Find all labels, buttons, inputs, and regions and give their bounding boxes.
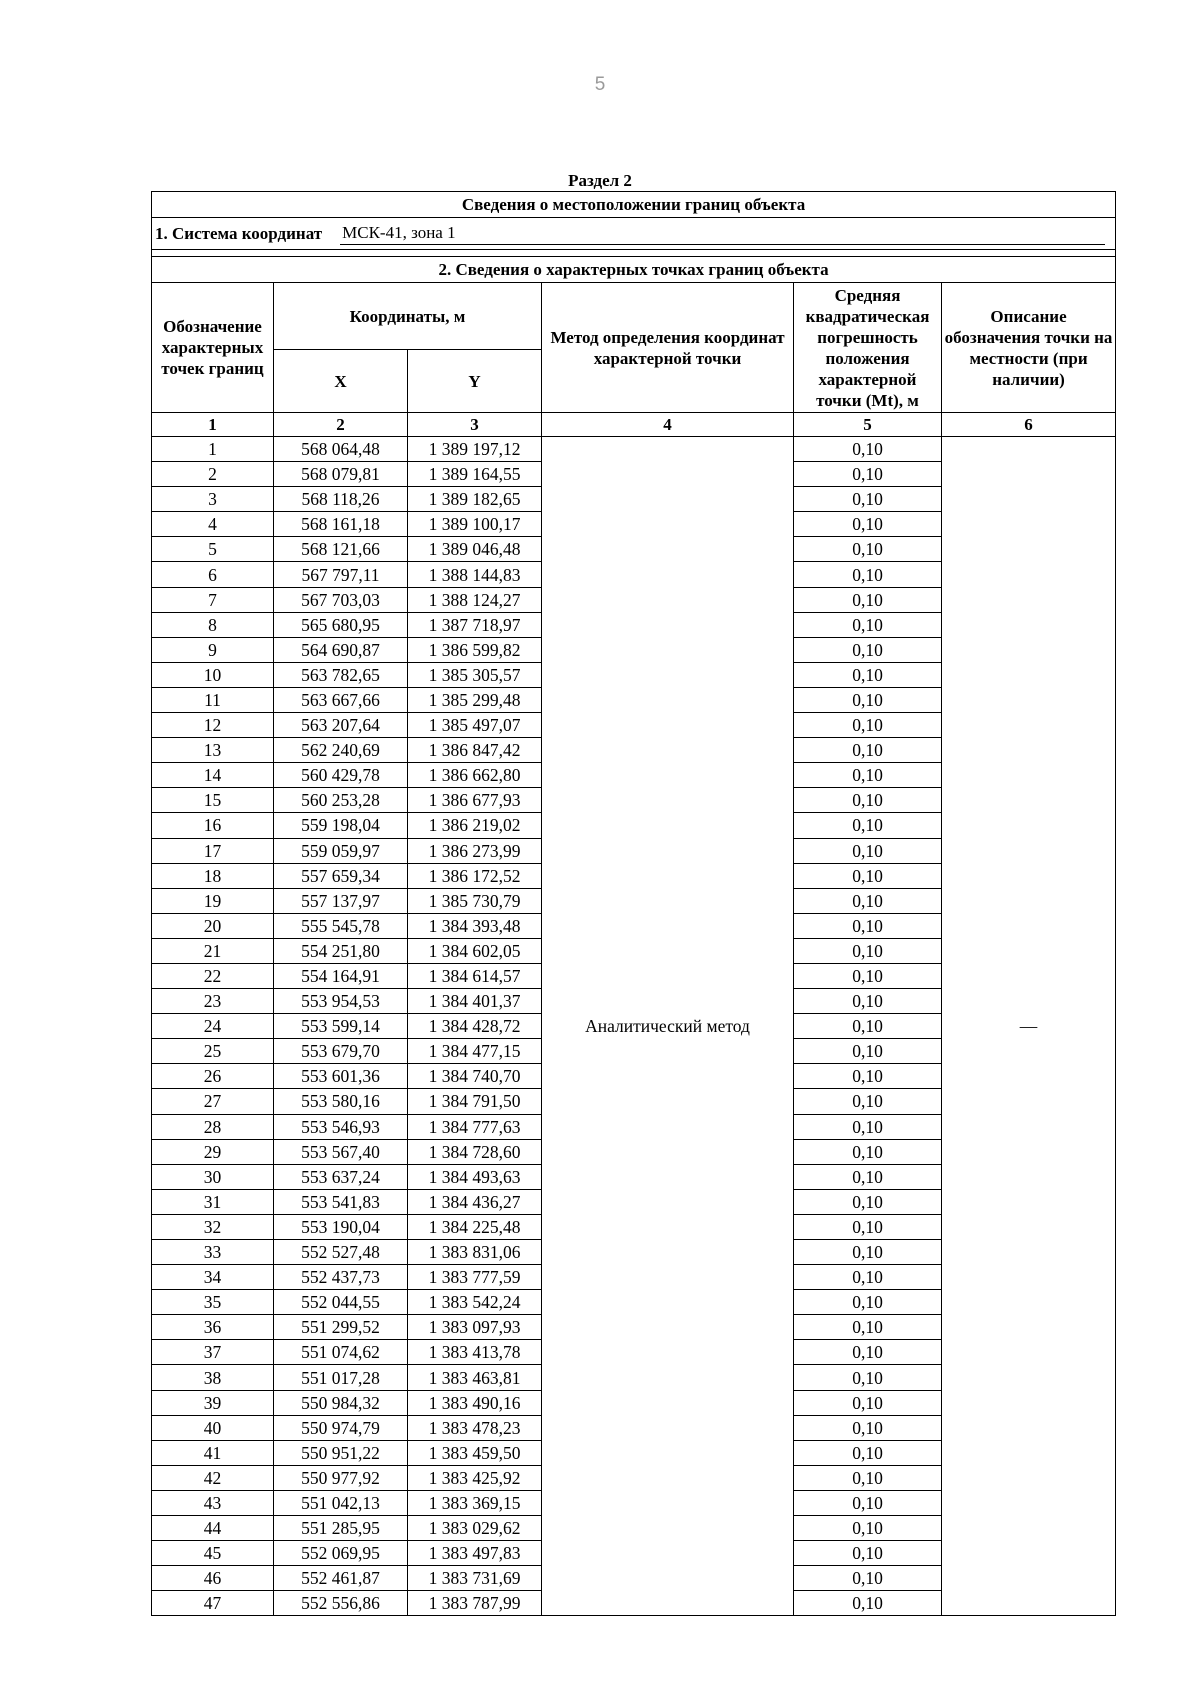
- accuracy-cell: 0,10: [794, 437, 942, 462]
- x-coordinate-cell: 557 659,34: [274, 863, 408, 888]
- x-coordinate-cell: 553 567,40: [274, 1139, 408, 1164]
- accuracy-cell: 0,10: [794, 1114, 942, 1139]
- x-coordinate-cell: 552 527,48: [274, 1240, 408, 1265]
- point-number-cell: 47: [152, 1591, 274, 1616]
- accuracy-cell: 0,10: [794, 938, 942, 963]
- point-number-cell: 4: [152, 512, 274, 537]
- point-number-cell: 19: [152, 888, 274, 913]
- header-description: Описание обозначения точки на местности (при наличии): [942, 283, 1116, 413]
- accuracy-cell: 0,10: [794, 587, 942, 612]
- x-coordinate-cell: 554 251,80: [274, 938, 408, 963]
- point-number-cell: 15: [152, 788, 274, 813]
- accuracy-cell: 0,10: [794, 1139, 942, 1164]
- x-coordinate-cell: 563 782,65: [274, 662, 408, 687]
- y-coordinate-cell: 1 384 493,63: [408, 1164, 542, 1189]
- point-number-cell: 8: [152, 612, 274, 637]
- coordinate-system-value: МСК-41, зона 1: [340, 222, 1105, 245]
- y-coordinate-cell: 1 386 677,93: [408, 788, 542, 813]
- y-coordinate-cell: 1 383 463,81: [408, 1365, 542, 1390]
- y-coordinate-cell: 1 384 477,15: [408, 1039, 542, 1064]
- point-number-cell: 38: [152, 1365, 274, 1390]
- column-number: 2: [274, 413, 408, 437]
- accuracy-cell: 0,10: [794, 1490, 942, 1515]
- accuracy-cell: 0,10: [794, 687, 942, 712]
- accuracy-cell: 0,10: [794, 612, 942, 637]
- accuracy-cell: 0,10: [794, 1014, 942, 1039]
- x-coordinate-cell: 551 017,28: [274, 1365, 408, 1390]
- x-coordinate-cell: 563 207,64: [274, 713, 408, 738]
- point-number-cell: 46: [152, 1566, 274, 1591]
- y-coordinate-cell: 1 384 436,27: [408, 1189, 542, 1214]
- y-coordinate-cell: 1 386 847,42: [408, 738, 542, 763]
- y-coordinate-cell: 1 383 731,69: [408, 1566, 542, 1591]
- x-coordinate-cell: 552 069,95: [274, 1541, 408, 1566]
- x-coordinate-cell: 560 429,78: [274, 763, 408, 788]
- page-number: 5: [594, 74, 606, 95]
- point-number-cell: 42: [152, 1465, 274, 1490]
- x-coordinate-cell: 552 437,73: [274, 1265, 408, 1290]
- x-coordinate-cell: 552 556,86: [274, 1591, 408, 1616]
- accuracy-cell: 0,10: [794, 1214, 942, 1239]
- point-number-cell: 37: [152, 1340, 274, 1365]
- x-coordinate-cell: 550 951,22: [274, 1440, 408, 1465]
- section-title: Раздел 2: [568, 171, 632, 190]
- point-number-cell: 35: [152, 1290, 274, 1315]
- y-coordinate-cell: 1 383 029,62: [408, 1516, 542, 1541]
- y-coordinate-cell: 1 385 305,57: [408, 662, 542, 687]
- y-coordinate-cell: 1 383 425,92: [408, 1465, 542, 1490]
- point-number-cell: 22: [152, 963, 274, 988]
- y-coordinate-cell: 1 389 164,55: [408, 462, 542, 487]
- point-number-cell: 14: [152, 763, 274, 788]
- point-number-cell: 31: [152, 1189, 274, 1214]
- x-coordinate-cell: 568 079,81: [274, 462, 408, 487]
- x-coordinate-cell: 568 064,48: [274, 437, 408, 462]
- x-coordinate-cell: 565 680,95: [274, 612, 408, 637]
- point-number-cell: 1: [152, 437, 274, 462]
- accuracy-cell: 0,10: [794, 537, 942, 562]
- accuracy-cell: 0,10: [794, 562, 942, 587]
- accuracy-cell: 0,10: [794, 1365, 942, 1390]
- accuracy-cell: 0,10: [794, 913, 942, 938]
- y-coordinate-cell: 1 386 599,82: [408, 637, 542, 662]
- point-number-cell: 12: [152, 713, 274, 738]
- point-number-cell: 30: [152, 1164, 274, 1189]
- y-coordinate-cell: 1 386 219,02: [408, 813, 542, 838]
- point-number-cell: 2: [152, 462, 274, 487]
- accuracy-cell: 0,10: [794, 838, 942, 863]
- y-coordinate-cell: 1 384 393,48: [408, 913, 542, 938]
- accuracy-cell: 0,10: [794, 1541, 942, 1566]
- y-coordinate-cell: 1 383 542,24: [408, 1290, 542, 1315]
- column-number: 5: [794, 413, 942, 437]
- column-number: 4: [542, 413, 794, 437]
- table-row: [152, 437, 1116, 462]
- x-coordinate-cell: 567 797,11: [274, 562, 408, 587]
- accuracy-cell: 0,10: [794, 637, 942, 662]
- y-coordinate-cell: 1 389 100,17: [408, 512, 542, 537]
- point-number-cell: 16: [152, 813, 274, 838]
- point-number-cell: 26: [152, 1064, 274, 1089]
- y-coordinate-cell: 1 384 777,63: [408, 1114, 542, 1139]
- point-number-cell: 43: [152, 1490, 274, 1515]
- point-number-cell: 9: [152, 637, 274, 662]
- point-number-cell: 28: [152, 1114, 274, 1139]
- x-coordinate-cell: 550 974,79: [274, 1415, 408, 1440]
- x-coordinate-cell: 552 044,55: [274, 1290, 408, 1315]
- accuracy-cell: 0,10: [794, 1440, 942, 1465]
- x-coordinate-cell: 550 984,32: [274, 1390, 408, 1415]
- point-number-cell: 6: [152, 562, 274, 587]
- x-coordinate-cell: 555 545,78: [274, 913, 408, 938]
- y-coordinate-cell: 1 383 497,83: [408, 1541, 542, 1566]
- y-coordinate-cell: 1 384 428,72: [408, 1014, 542, 1039]
- point-number-cell: 18: [152, 863, 274, 888]
- x-coordinate-cell: 551 042,13: [274, 1490, 408, 1515]
- y-coordinate-cell: 1 383 777,59: [408, 1265, 542, 1290]
- y-coordinate-cell: 1 386 172,52: [408, 863, 542, 888]
- point-number-cell: 33: [152, 1240, 274, 1265]
- y-coordinate-cell: 1 383 459,50: [408, 1440, 542, 1465]
- accuracy-cell: 0,10: [794, 662, 942, 687]
- x-coordinate-cell: 564 690,87: [274, 637, 408, 662]
- x-coordinate-cell: 553 954,53: [274, 989, 408, 1014]
- coordinate-system-row: [152, 218, 1116, 250]
- boundary-points-table: [151, 191, 1116, 1616]
- accuracy-cell: 0,10: [794, 1064, 942, 1089]
- y-coordinate-cell: 1 386 273,99: [408, 838, 542, 863]
- method-cell: Аналитический метод: [542, 437, 794, 1616]
- point-number-cell: 34: [152, 1265, 274, 1290]
- accuracy-cell: 0,10: [794, 1240, 942, 1265]
- accuracy-cell: 0,10: [794, 963, 942, 988]
- header-y: Y: [408, 350, 542, 413]
- y-coordinate-cell: 1 385 730,79: [408, 888, 542, 913]
- x-coordinate-cell: 560 253,28: [274, 788, 408, 813]
- x-coordinate-cell: 557 137,97: [274, 888, 408, 913]
- y-coordinate-cell: 1 384 401,37: [408, 989, 542, 1014]
- x-coordinate-cell: 563 667,66: [274, 687, 408, 712]
- y-coordinate-cell: 1 389 046,48: [408, 537, 542, 562]
- column-number: 6: [942, 413, 1116, 437]
- accuracy-cell: 0,10: [794, 1465, 942, 1490]
- x-coordinate-cell: 553 190,04: [274, 1214, 408, 1239]
- x-coordinate-cell: 562 240,69: [274, 738, 408, 763]
- point-number-cell: 45: [152, 1541, 274, 1566]
- accuracy-cell: 0,10: [794, 1290, 942, 1315]
- accuracy-cell: 0,10: [794, 1390, 942, 1415]
- point-number-cell: 24: [152, 1014, 274, 1039]
- point-number-cell: 17: [152, 838, 274, 863]
- accuracy-cell: 0,10: [794, 512, 942, 537]
- point-number-cell: 44: [152, 1516, 274, 1541]
- column-number: 3: [408, 413, 542, 437]
- accuracy-cell: 0,10: [794, 813, 942, 838]
- table-title: Сведения о местоположении границ объекта: [152, 192, 1116, 218]
- point-number-cell: 20: [152, 913, 274, 938]
- x-coordinate-cell: 568 161,18: [274, 512, 408, 537]
- accuracy-cell: 0,10: [794, 1340, 942, 1365]
- x-coordinate-cell: 553 599,14: [274, 1014, 408, 1039]
- y-coordinate-cell: 1 388 124,27: [408, 587, 542, 612]
- accuracy-cell: 0,10: [794, 1566, 942, 1591]
- y-coordinate-cell: 1 384 740,70: [408, 1064, 542, 1089]
- y-coordinate-cell: 1 386 662,80: [408, 763, 542, 788]
- boundary-points-document: [151, 191, 1115, 1616]
- accuracy-cell: 0,10: [794, 763, 942, 788]
- y-coordinate-cell: 1 389 197,12: [408, 437, 542, 462]
- point-number-cell: 36: [152, 1315, 274, 1340]
- point-number-cell: 40: [152, 1415, 274, 1440]
- y-coordinate-cell: 1 384 614,57: [408, 963, 542, 988]
- accuracy-cell: 0,10: [794, 1265, 942, 1290]
- y-coordinate-cell: 1 385 299,48: [408, 687, 542, 712]
- accuracy-cell: 0,10: [794, 1591, 942, 1616]
- accuracy-cell: 0,10: [794, 713, 942, 738]
- point-number-cell: 3: [152, 487, 274, 512]
- x-coordinate-cell: 554 164,91: [274, 963, 408, 988]
- header-accuracy: Средняя квадратическая погрешность положения характерной точки (Mt), м: [794, 283, 942, 413]
- accuracy-cell: 0,10: [794, 788, 942, 813]
- y-coordinate-cell: 1 389 182,65: [408, 487, 542, 512]
- x-coordinate-cell: 567 703,03: [274, 587, 408, 612]
- accuracy-cell: 0,10: [794, 1089, 942, 1114]
- accuracy-cell: 0,10: [794, 863, 942, 888]
- y-coordinate-cell: 1 383 478,23: [408, 1415, 542, 1440]
- x-coordinate-cell: 551 299,52: [274, 1315, 408, 1340]
- x-coordinate-cell: 559 198,04: [274, 813, 408, 838]
- x-coordinate-cell: 553 580,16: [274, 1089, 408, 1114]
- accuracy-cell: 0,10: [794, 462, 942, 487]
- x-coordinate-cell: 552 461,87: [274, 1566, 408, 1591]
- point-number-cell: 27: [152, 1089, 274, 1114]
- point-number-cell: 41: [152, 1440, 274, 1465]
- header-point: Обозначение характерных точек границ: [152, 283, 274, 413]
- y-coordinate-cell: 1 384 791,50: [408, 1089, 542, 1114]
- point-number-cell: 10: [152, 662, 274, 687]
- y-coordinate-cell: 1 384 728,60: [408, 1139, 542, 1164]
- y-coordinate-cell: 1 388 144,83: [408, 562, 542, 587]
- x-coordinate-cell: 568 121,66: [274, 537, 408, 562]
- coordinate-system-label: 1. Система координат: [155, 223, 323, 243]
- y-coordinate-cell: 1 383 787,99: [408, 1591, 542, 1616]
- x-coordinate-cell: 559 059,97: [274, 838, 408, 863]
- accuracy-cell: 0,10: [794, 487, 942, 512]
- x-coordinate-cell: 553 637,24: [274, 1164, 408, 1189]
- accuracy-cell: 0,10: [794, 1164, 942, 1189]
- y-coordinate-cell: 1 383 413,78: [408, 1340, 542, 1365]
- point-number-cell: 25: [152, 1039, 274, 1064]
- header-method: Метод определения координат характерной точки: [542, 283, 794, 413]
- point-number-cell: 23: [152, 989, 274, 1014]
- x-coordinate-cell: 553 601,36: [274, 1064, 408, 1089]
- accuracy-cell: 0,10: [794, 1415, 942, 1440]
- point-number-cell: 11: [152, 687, 274, 712]
- y-coordinate-cell: 1 384 225,48: [408, 1214, 542, 1239]
- x-coordinate-cell: 550 977,92: [274, 1465, 408, 1490]
- header-coordinates: Координаты, м: [274, 283, 542, 350]
- accuracy-cell: 0,10: [794, 1315, 942, 1340]
- x-coordinate-cell: 553 541,83: [274, 1189, 408, 1214]
- accuracy-cell: 0,10: [794, 888, 942, 913]
- header-x: X: [274, 350, 408, 413]
- y-coordinate-cell: 1 385 497,07: [408, 713, 542, 738]
- point-number-cell: 39: [152, 1390, 274, 1415]
- x-coordinate-cell: 551 074,62: [274, 1340, 408, 1365]
- y-coordinate-cell: 1 384 602,05: [408, 938, 542, 963]
- y-coordinate-cell: 1 383 490,16: [408, 1390, 542, 1415]
- y-coordinate-cell: 1 387 718,97: [408, 612, 542, 637]
- point-number-cell: 29: [152, 1139, 274, 1164]
- x-coordinate-cell: 553 546,93: [274, 1114, 408, 1139]
- point-number-cell: 21: [152, 938, 274, 963]
- y-coordinate-cell: 1 383 369,15: [408, 1490, 542, 1515]
- spacer-row: [152, 250, 1116, 257]
- table-subtitle: 2. Сведения о характерных точках границ объекта: [152, 257, 1116, 283]
- point-number-cell: 5: [152, 537, 274, 562]
- accuracy-cell: 0,10: [794, 989, 942, 1014]
- x-coordinate-cell: 553 679,70: [274, 1039, 408, 1064]
- x-coordinate-cell: 551 285,95: [274, 1516, 408, 1541]
- accuracy-cell: 0,10: [794, 738, 942, 763]
- column-number: 1: [152, 413, 274, 437]
- description-cell: —: [942, 437, 1116, 1616]
- accuracy-cell: 0,10: [794, 1516, 942, 1541]
- point-number-cell: 13: [152, 738, 274, 763]
- y-coordinate-cell: 1 383 831,06: [408, 1240, 542, 1265]
- accuracy-cell: 0,10: [794, 1039, 942, 1064]
- accuracy-cell: 0,10: [794, 1189, 942, 1214]
- x-coordinate-cell: 568 118,26: [274, 487, 408, 512]
- point-number-cell: 7: [152, 587, 274, 612]
- point-number-cell: 32: [152, 1214, 274, 1239]
- y-coordinate-cell: 1 383 097,93: [408, 1315, 542, 1340]
